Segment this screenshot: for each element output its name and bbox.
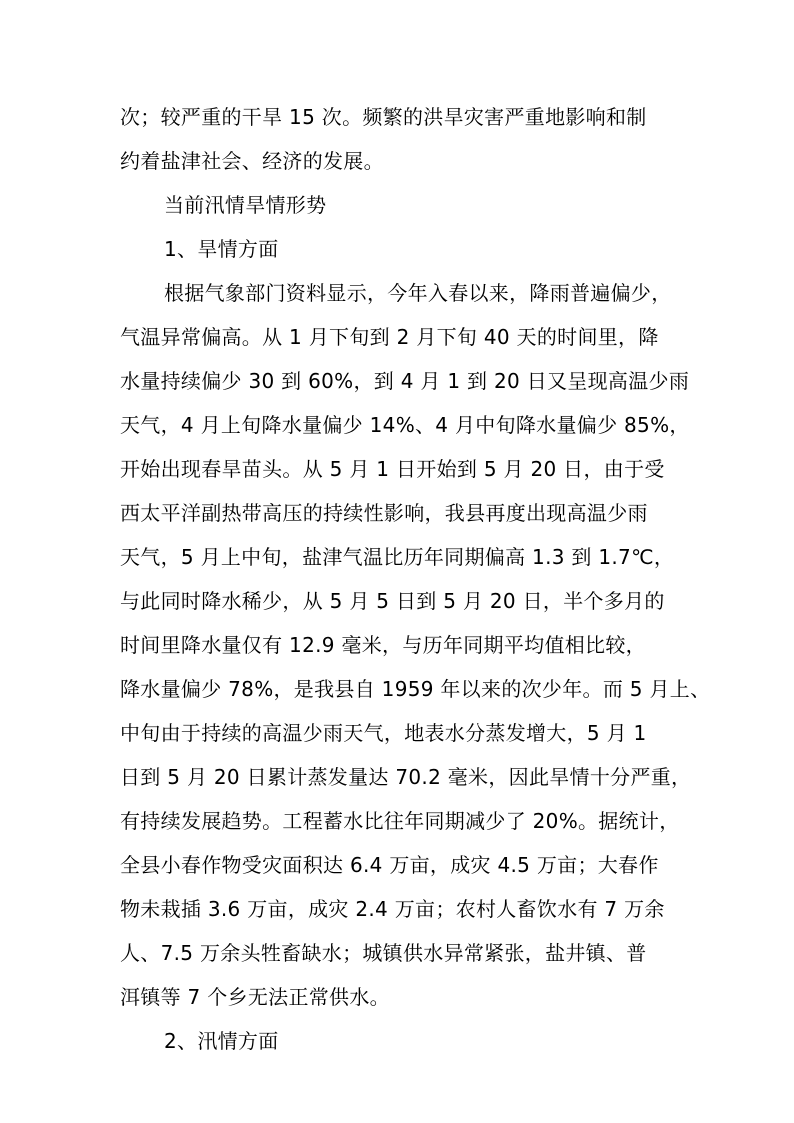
section-heading: 当前汛情旱情形势 bbox=[164, 193, 327, 217]
paragraph-line: 日到 5 月 20 日累计蒸发量达 70.2 毫米，因此旱情十分严重， bbox=[120, 765, 692, 789]
paragraph-line: 天气，4 月上旬降水量偏少 14%、4 月中旬降水量偏少 85%， bbox=[120, 413, 690, 437]
paragraph-line: 开始出现春旱苗头。从 5 月 1 日开始到 5 月 20 日，由于受 bbox=[120, 457, 665, 481]
paragraph-line: 中旬由于持续的高温少雨天气，地表水分蒸发增大，5 月 1 bbox=[120, 721, 647, 745]
paragraph-line: 西太平洋副热带高压的持续性影响，我县再度出现高温少雨 bbox=[120, 501, 648, 525]
paragraph-line: 次；较严重的干旱 15 次。频繁的洪旱灾害严重地影响和制 bbox=[120, 105, 647, 129]
paragraph-line: 与此同时降水稀少，从 5 月 5 日到 5 月 20 日，半个多月的 bbox=[120, 589, 665, 613]
paragraph-line: 时间里降水量仅有 12.9 毫米，与历年同期平均值相比较， bbox=[120, 633, 646, 657]
paragraph-line: 全县小春作物受灾面积达 6.4 万亩，成灾 4.5 万亩；大春作 bbox=[120, 853, 659, 877]
paragraph-line: 气温异常偏高。从 1 月下旬到 2 月下旬 40 天的时间里，降 bbox=[120, 325, 659, 349]
paragraph-line: 根据气象部门资料显示，今年入春以来，降雨普遍偏少， bbox=[164, 281, 672, 305]
paragraph-line: 人、7.5 万余头牲畜缺水；城镇供水异常紧张，盐井镇、普 bbox=[120, 941, 647, 965]
subsection-heading: 2、汛情方面 bbox=[164, 1029, 279, 1053]
paragraph-line: 有持续发展趋势。工程蓄水比往年同期减少了 20%。据统计， bbox=[120, 809, 680, 833]
paragraph-line: 约着盐津社会、经济的发展。 bbox=[120, 149, 384, 173]
subsection-heading: 1、旱情方面 bbox=[164, 237, 279, 261]
paragraph-line: 物未栽插 3.6 万亩，成灾 2.4 万亩；农村人畜饮水有 7 万余 bbox=[120, 897, 665, 921]
paragraph-line: 天气，5 月上中旬，盐津气温比历年同期偏高 1.3 到 1.7℃， bbox=[120, 545, 675, 569]
paragraph-line: 水量持续偏少 30 到 60%，到 4 月 1 到 20 日又呈现高温少雨 bbox=[120, 369, 690, 393]
paragraph-line: 洱镇等 7 个乡无法正常供水。 bbox=[120, 985, 390, 1009]
paragraph-line: 降水量偏少 78%，是我县自 1959 年以来的次少年。而 5 月上、 bbox=[120, 677, 711, 701]
